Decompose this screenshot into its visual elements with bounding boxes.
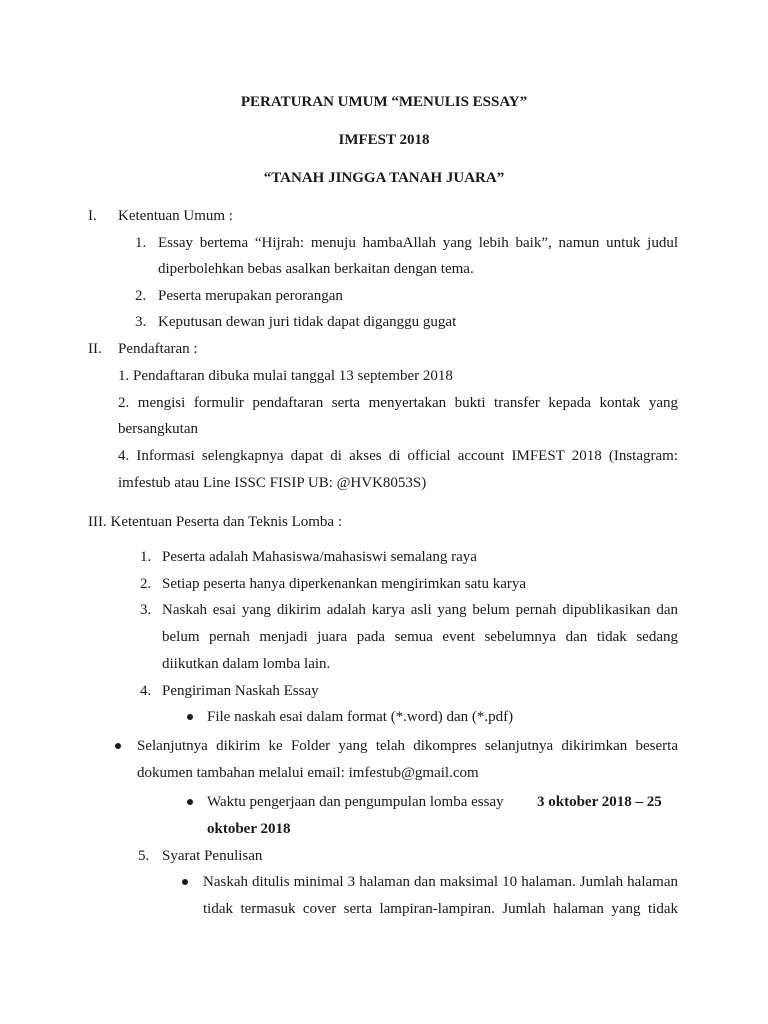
list-item-text: Syarat Penulisan: [162, 848, 263, 864]
list-item-text: Peserta merupakan perorangan: [158, 288, 343, 304]
list-item-text: dokumen tambahan melalui email: imfestub@gmail.com: [137, 765, 479, 781]
list-item-text: 4. Informasi selengkapnya dapat di akses di official account IMFEST 2018 (Instagram:: [118, 448, 678, 464]
bullet-icon: [182, 879, 188, 885]
list-number: 5.: [138, 848, 150, 864]
list-item-text: Essay bertema “Hijrah: menuju hambaAllah yang lebih baik”, namun untuk judul: [158, 235, 678, 251]
deadline-date: oktober 2018: [207, 821, 291, 837]
deadline-date: 3 oktober 2018 – 25: [537, 794, 662, 810]
list-item-text: diikutkan dalam lomba lain.: [162, 656, 331, 672]
list-item-text: tidak termasuk cover serta lampiran-lampiran. Jumlah halaman yang tidak: [203, 901, 678, 917]
list-number: 3.: [140, 602, 152, 618]
list-item-text: 1. Pendaftaran dibuka mulai tanggal 13 september 2018: [118, 368, 453, 384]
list-item-text: Pengiriman Naskah Essay: [162, 683, 319, 699]
list-item-text: Naskah ditulis minimal 3 halaman dan maksimal 10 halaman. Jumlah halaman: [203, 874, 678, 890]
event-theme: “TANAH JINGGA TANAH JUARA”: [263, 170, 505, 186]
list-item-text: Keputusan dewan juri tidak dapat diganggu gugat: [158, 314, 457, 330]
list-item-text: Naskah esai yang dikirim adalah karya asli yang belum pernah dipublikasikan dan: [162, 602, 678, 618]
list-item-text: File naskah esai dalam format (*.word) dan (*.pdf): [207, 709, 514, 725]
section-3-heading: III. Ketentuan Peserta dan Teknis Lomba :: [88, 514, 343, 530]
list-number: 3.: [135, 314, 147, 330]
doc-title: PERATURAN UMUM “MENULIS ESSAY”: [240, 94, 528, 110]
list-item-text: imfestub atau Line ISSC FISIP UB: @HVK8053S): [118, 475, 427, 491]
list-item-text: Setiap peserta hanya diperkenankan mengirimkan satu karya: [162, 576, 527, 592]
list-item-text: Selanjutnya dikirim ke Folder yang telah dikompres selanjutnya dikirimkan beserta: [137, 738, 678, 754]
section-2-heading: Pendaftaran :: [118, 341, 198, 357]
section-1-heading: Ketentuan Umum :: [118, 208, 233, 224]
bullet-icon: [187, 714, 193, 720]
list-item-text: belum pernah menjadi juara pada semua event sebelumnya dan tidak sedang: [162, 629, 678, 645]
list-item-text: Peserta adalah Mahasiswa/mahasiswi semalang raya: [162, 549, 477, 565]
list-number: 2.: [140, 576, 152, 592]
deadline-text: Waktu pengerjaan dan pengumpulan lomba essay: [207, 794, 504, 810]
list-item-text: diperbolehkan bebas asalkan berkaitan dengan tema.: [158, 261, 474, 277]
list-number: 1.: [135, 235, 147, 251]
section-2-number: II.: [88, 341, 102, 357]
event-name: IMFEST 2018: [338, 132, 430, 148]
list-item-text: 2. mengisi formulir pendaftaran serta menyertakan bukti transfer kepada kontak yang: [118, 395, 678, 411]
list-item-text: bersangkutan: [118, 421, 198, 437]
bullet-icon: [115, 743, 121, 749]
section-1-number: I.: [88, 208, 97, 224]
list-number: 2.: [135, 288, 147, 304]
list-number: 4.: [140, 683, 152, 699]
bullet-icon: [187, 799, 193, 805]
list-number: 1.: [140, 549, 152, 565]
